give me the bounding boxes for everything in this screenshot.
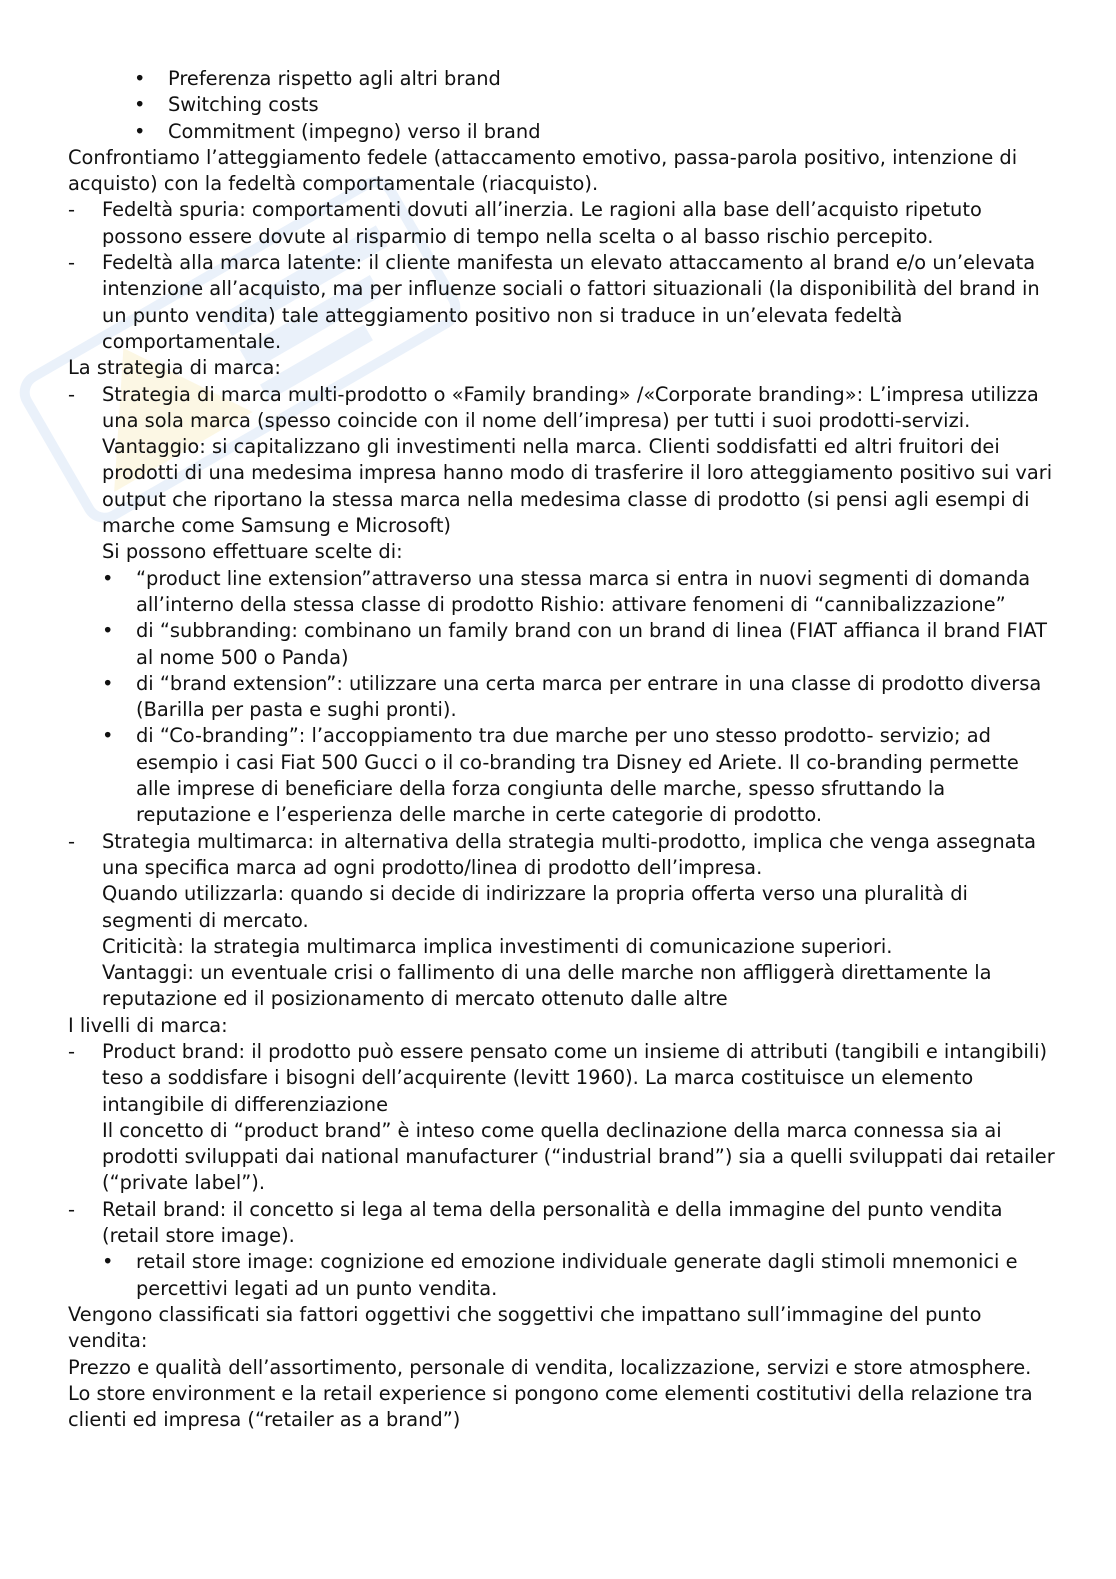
list-item: • retail store image: cognizione ed emozione individuale generate dagli stimoli mnemonici e percettivi legati ad un punto vendita.: [68, 1249, 1058, 1302]
list-item-family-branding: - Strategia di marca multi-prodotto o «Family branding» /«Corporate branding»: L’impresa utilizza una sola marca (spesso coincide con il nome dell’impresa) per tutti i suoi prodotti-servizi.: [68, 382, 1058, 435]
list-item: • Commitment (impegno) verso il brand: [68, 119, 1058, 145]
list-item: • Switching costs: [68, 92, 1058, 118]
family-advantage: Vantaggio: si capitalizzano gli investimenti nella marca. Clienti soddisfatti ed altri fruitori dei prodotti di una medesima impresa hanno modo di trasferire il loro atteggiamento positivo sui vari output che riportano la stessa marca nella medesima classe di prodotto (si pensi agli esempi di marche come Samsung e Microsoft): [102, 435, 1053, 538]
heading-strategy: La strategia di marca:: [68, 356, 281, 380]
family-choices: Si possono effettuare scelte di:: [102, 540, 403, 564]
list-item: • “product line extension”attraverso una stessa marca si entra in nuovi segmenti di domanda all’interno della stessa classe di prodotto Rishio: attivare fenomeni di “cannibalizzazione”: [68, 566, 1058, 619]
list-item-multibrand: - Strategia multimarca: in alternativa della strategia multi-prodotto, implica che venga assegnata una specifica marca ad ogni prodotto/linea di prodotto dell’impresa.: [68, 829, 1058, 882]
list-item-retail-brand: - Retail brand: il concetto si lega al tema della personalità e della immagine del punto vendita (retail store image).: [68, 1197, 1058, 1250]
list-item: • di “subbranding: combinano un family brand con un brand di linea (FIAT affianca il brand FIAT al nome 500 o Panda): [68, 618, 1058, 671]
list-item: • di “Co-branding”: l’accoppiamento tra due marche per uno stesso prodotto- servizio; ad esempio i casi Fiat 500 Gucci o il co-branding tra Disney ed Ariete. Il co-branding permette alle imprese di beneficiare della forza congiunta delle marche, spesso sfruttando la reputazione e l’esperienza delle marche in certe categorie di prodotto.: [68, 723, 1058, 828]
multibrand-critical: Criticità: la strategia multimarca implica investimenti di comunicazione superiori.: [102, 934, 893, 958]
multibrand-advantages: Vantaggi: un eventuale crisi o fallimento di una delle marche non affliggerà direttamente la reputazione ed il posizionamento di mercato ottenuto dalle altre: [102, 961, 992, 1011]
paragraph-classified: Vengono classificati sia fattori oggettivi che soggettivi che impattano sull’immagine del punto vendita:: [68, 1302, 982, 1353]
list-item: • di “brand extension”: utilizzare una certa marca per entrare in una classe di prodotto diversa (Barilla per pasta e sughi pronti).: [68, 671, 1058, 724]
product-brand-concept: Il concetto di “product brand” è inteso come quella declinazione della marca connessa sia ai prodotti sviluppati dai national manufacturer (“industrial brand”) sia a quelli sviluppati dai retailer (“private label”).: [102, 1118, 1055, 1195]
paragraph-confront: Confrontiamo l’atteggiamento fedele (attaccamento emotivo, passa-parola positivo, intenzione di acquisto) con la fedeltà comportamentale (riacquisto).: [68, 145, 1018, 196]
list-item: • Preferenza rispetto agli altri brand: [68, 66, 1058, 92]
paragraph-closing: Prezzo e qualità dell’assortimento, personale di vendita, localizzazione, servizi e store atmosphere. Lo store environment e la retail experience si pongono come elementi costitutivi della relazione tra clienti ed impresa (“retailer as a brand”): [68, 1355, 1033, 1432]
list-item-product-brand: - Product brand: il prodotto può essere pensato come un insieme di attributi (tangibili e intangibili) teso a soddisfare i bisogni dell’acquirente (levitt 1960). La marca costituisce un elemento intangibile di differenziazione: [68, 1039, 1058, 1118]
list-item-latent-loyalty: - Fedeltà alla marca latente: il cliente manifesta un elevato attaccamento al brand e/o un’elevata intenzione all’acquisto, ma per influenze sociali o fattori situazionali (la disponibilità del brand in un punto vendita) tale atteggiamento positivo non si traduce in un’elevata fedeltà comportamentale.: [68, 250, 1058, 355]
heading-levels: I livelli di marca:: [68, 1013, 228, 1037]
document-body: [68, 66, 1058, 1433]
multibrand-when: Quando utilizzarla: quando si decide di indirizzare la propria offerta verso una pluralità di segmenti di mercato.: [102, 882, 968, 932]
list-item-spurious-loyalty: - Fedeltà spuria: comportamenti dovuti all’inerzia. Le ragioni alla base dell’acquisto ripetuto possono essere dovute al risparmio di tempo nella scelta o al basso rischio percepito.: [68, 197, 1058, 250]
